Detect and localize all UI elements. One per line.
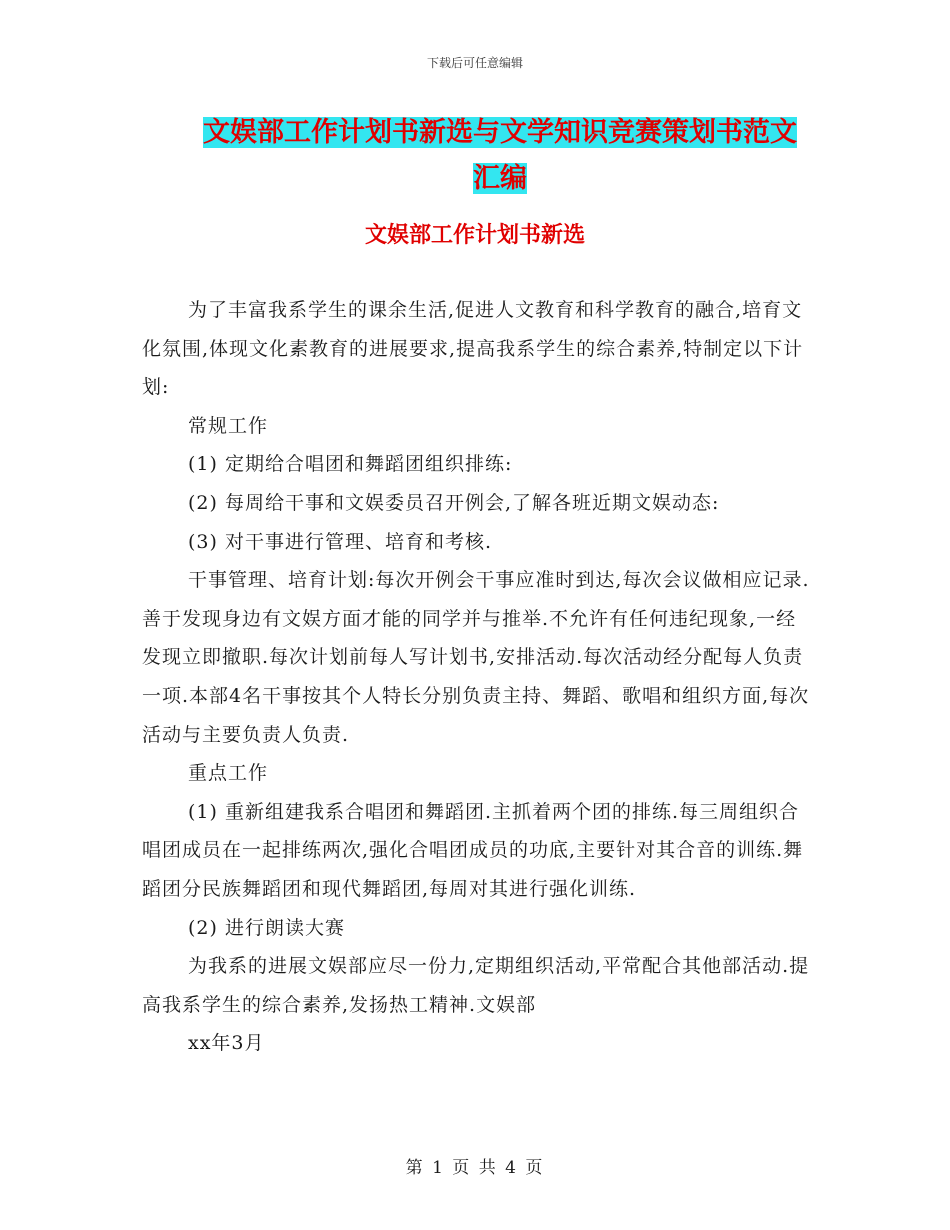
list-item-routine-3: (3) 对干事进行管理、培育和考核.	[188, 530, 492, 553]
date-line: xx年3月	[188, 1032, 265, 1055]
document-title-text: 文娱部工作计划书新选与文学知识竞赛策划书范文汇编	[203, 117, 797, 194]
list-item-key-2: (2) 进行朗读大赛	[188, 916, 345, 939]
list-item-routine-2: (2) 每周给干事和文娱委员召开例会,了解各班近期文娱动态:	[188, 491, 720, 514]
section-title: 文娱部工作计划书新选	[364, 223, 585, 248]
header-note: 下载后可任意编辑	[426, 56, 523, 70]
document-body	[142, 291, 812, 1063]
heading-routine-work: 常规工作	[188, 414, 269, 437]
paragraph-closing: 为我系的进展文娱部应尽一份力,定期组织活动,平常配合其他部活动.提高我系学生的综合素养,发扬热工精神.文娱部	[142, 955, 810, 1016]
paragraph-staff-management: 干事管理、培育计划:每次开例会干事应准时到达,每次会议做相应记录.善于发现身边有文娱方面才能的同学并与推举.不允许有任何违纪现象,一经发现立即撤职.每次计划前每人写计划书,安排活动.每次活动经分配每人负责一项.本部4名干事按其个人特长分别负责主持、舞蹈、歌唱和组织方面,每次活动与主要负责人负责.	[142, 569, 810, 746]
page-footer: 第 1 页 共 4 页	[405, 1158, 545, 1178]
document-title	[190, 110, 810, 202]
list-item-routine-1: (1) 定期给合唱团和舞蹈团组织排练:	[188, 453, 513, 476]
list-item-key-1: (1) 重新组建我系合唱团和舞蹈团.主抓着两个团的排练.每三周组织合唱团成员在一起排练两次,强化合唱团成员的功底,主要针对其合音的训练.舞蹈团分民族舞蹈团和现代舞蹈团,每周对其进行强化训练.	[142, 800, 804, 900]
paragraph-intro: 为了丰富我系学生的课余生活,促进人文教育和科学教育的融合,培育文化氛围,体现文化素教育的进展要求,提高我系学生的综合素养,特制定以下计划:	[142, 299, 804, 399]
heading-key-work: 重点工作	[188, 762, 269, 785]
